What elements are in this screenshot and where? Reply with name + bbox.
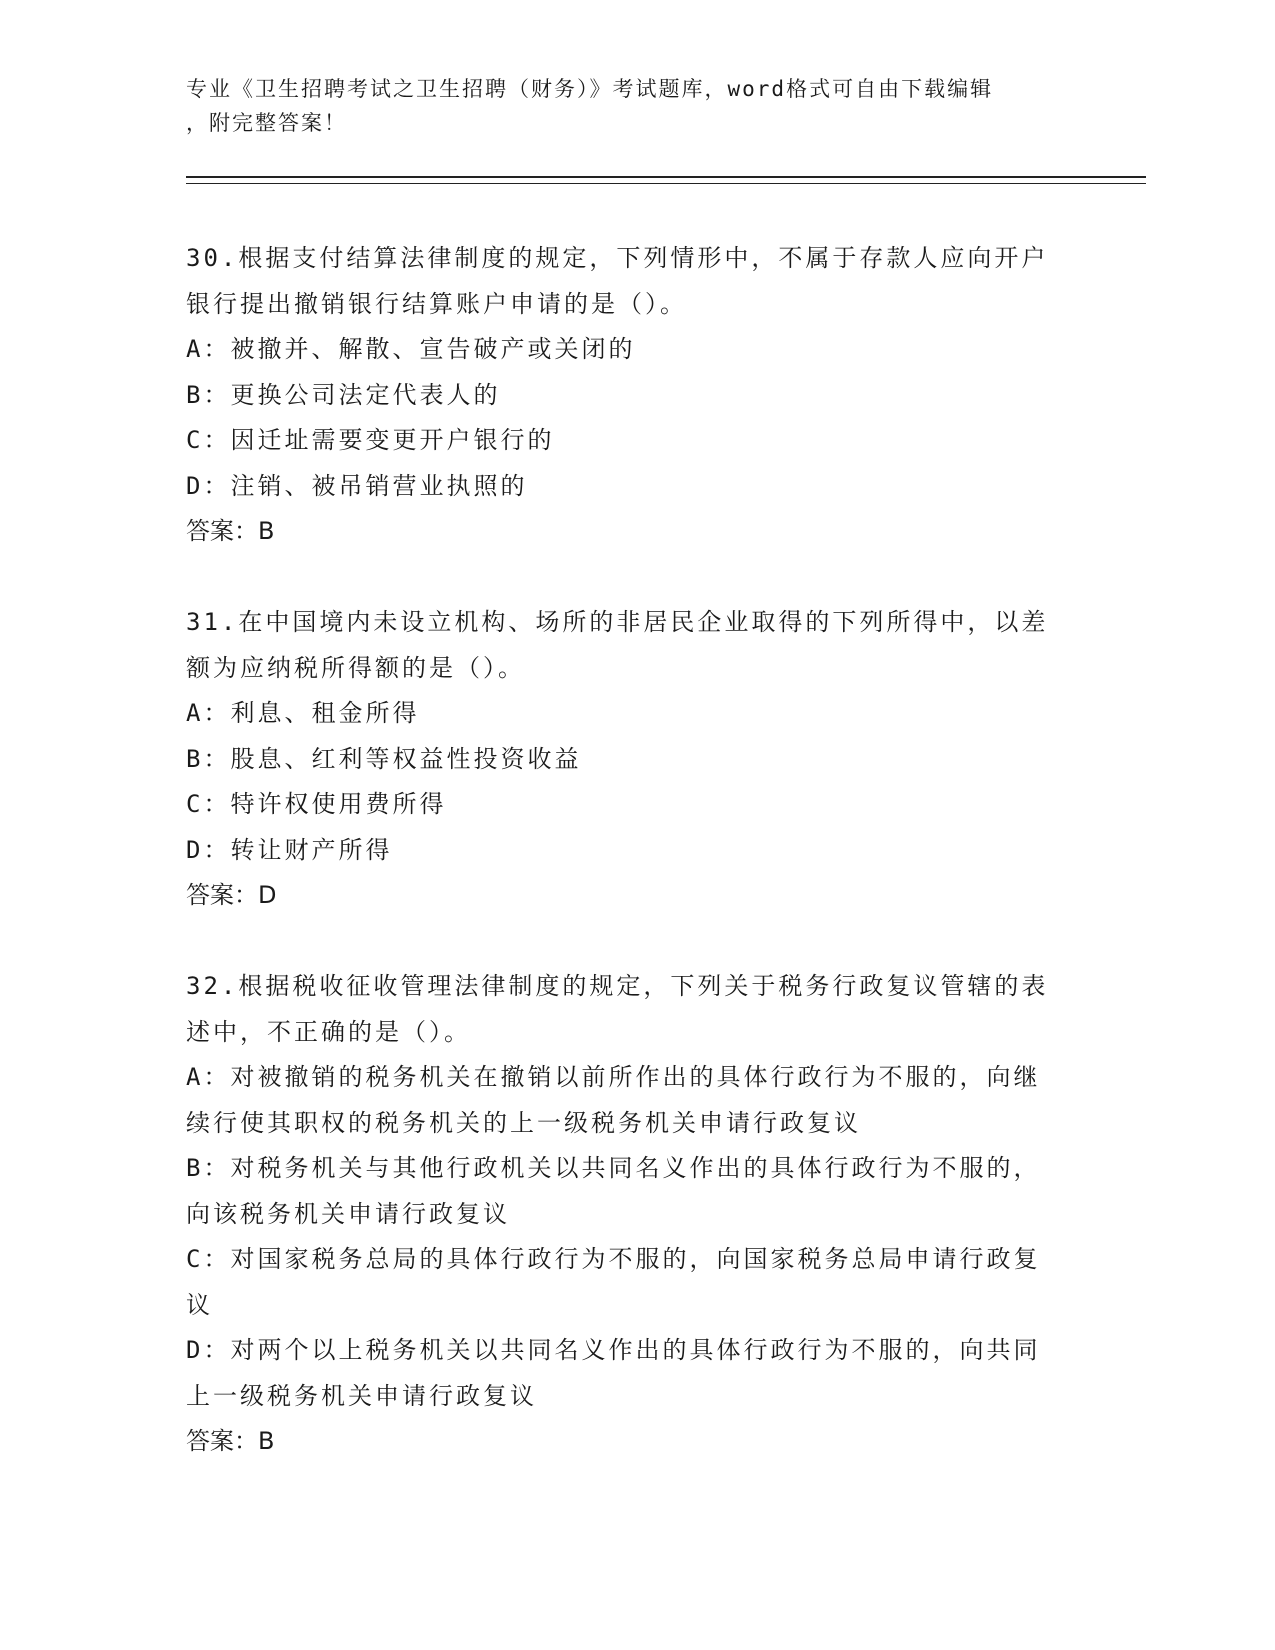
option-a: A：对被撤销的税务机关在撤销以前所作出的具体行政行为不服的，向继续行使其职权的税务机关的上一级税务机关申请行政复议 [186,1063,1041,1137]
question-30 [186,236,1066,555]
question-text: 30.根据支付结算法律制度的规定，下列情形中，不属于存款人应向开户银行提出撤销银行结算账户申请的是（）。 [186,244,1049,318]
option-b: B：股息、红利等权益性投资收益 [186,744,582,773]
option-a: A：利息、租金所得 [186,699,420,727]
option-c: C：特许权使用费所得 [186,790,447,818]
answer-line: 答案：D [186,881,277,909]
option-d: D：注销、被吊销营业执照的 [186,471,528,500]
option-a: A：被撤并、解散、宣告破产或关闭的 [186,335,636,363]
question-31 [186,600,1066,919]
question-text: 31.在中国境内未设立机构、场所的非居民企业取得的下列所得中，以差额为应纳税所得额的是（）。 [186,608,1049,682]
option-b: B：更换公司法定代表人的 [186,380,501,409]
question-text: 32.根据税收征收管理法律制度的规定，下列关于税务行政复议管辖的表述中，不正确的是（）。 [186,972,1049,1046]
option-c: C：对国家税务总局的具体行政行为不服的，向国家税务总局申请行政复议 [186,1245,1041,1319]
answer-line: 答案：B [186,1427,275,1455]
option-c: C：因迁址需要变更开户银行的 [186,426,555,454]
document-header: 专业《卫生招聘考试之卫生招聘（财务）》考试题库，word格式可自由下载编辑 ，附完整答案！ [186,77,994,135]
option-d: D：对两个以上税务机关以共同名义作出的具体行政行为不服的，向共同上一级税务机关申请行政复议 [186,1336,1041,1410]
option-b: B：对税务机关与其他行政机关以共同名义作出的具体行政行为不服的，向该税务机关申请行政复议 [186,1154,1041,1228]
header-divider [186,176,1146,184]
option-d: D：转让财产所得 [186,835,393,864]
question-32 [186,964,1066,1465]
question-list [186,236,1066,1510]
answer-line: 答案：B [186,517,275,545]
